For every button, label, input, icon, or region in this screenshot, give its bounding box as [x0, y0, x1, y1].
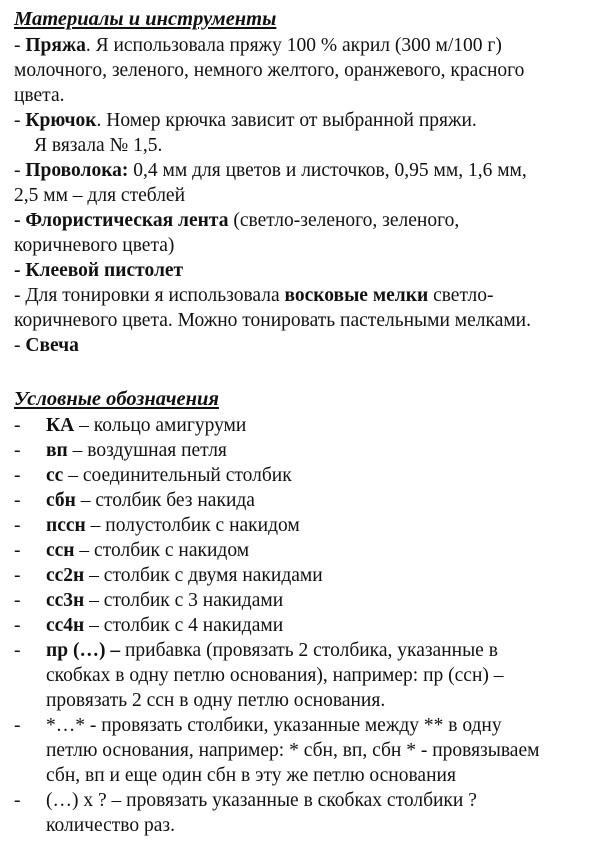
glue-label: - Клеевой пистолет [14, 260, 184, 281]
legend-desc: – воздушная петля [67, 440, 227, 461]
legend-abbr: сс4н [46, 615, 85, 636]
candle-entry [14, 333, 586, 358]
dash: - [14, 465, 21, 486]
wire-label: Проволока: [25, 160, 129, 181]
yarn-text-2: молочного, зеленого, немного желтого, оранжевого, красного [14, 60, 525, 81]
dash: - [14, 790, 21, 811]
tape-label: - Флористическая лента [14, 210, 229, 231]
legend-item-increase [14, 638, 586, 713]
dash: - [14, 335, 26, 356]
dash: - [14, 540, 21, 561]
legend-item [14, 563, 586, 588]
legend-desc: – столбик без накида [75, 490, 255, 511]
hook-text-1: . Номер крючка зависит от выбранной пряжи. [96, 110, 477, 131]
yarn-entry [14, 33, 586, 108]
wire-entry [14, 158, 586, 208]
dash: - [14, 515, 21, 536]
legend-item [14, 438, 586, 463]
dash: - [14, 490, 21, 511]
toning-entry [14, 283, 586, 333]
legend-item-repeat [14, 788, 586, 838]
toning-text-post: светло- [428, 285, 494, 306]
legend-item [14, 613, 586, 638]
candle-label: Свеча [25, 335, 79, 356]
legend-abbr: КА [46, 415, 75, 436]
legend-list [14, 413, 586, 838]
legend-desc: – столбик с двумя накидами [84, 565, 323, 586]
legend-abbr: сс3н [46, 590, 85, 611]
dash: - [14, 565, 21, 586]
legend-item [14, 513, 586, 538]
legend-desc: – столбик с накидом [74, 540, 250, 561]
legend-item [14, 463, 586, 488]
legend-item [14, 588, 586, 613]
legend-desc: – кольцо амигуруми [74, 415, 247, 436]
tape-entry [14, 208, 586, 258]
increase-abbr: пр (…) – [46, 640, 121, 661]
legend-item [14, 488, 586, 513]
materials-heading: Материалы и инструменты [14, 8, 277, 30]
legend-abbr: пссн [46, 515, 86, 536]
legend-abbr: сс [46, 465, 64, 486]
wire-text-1: 0,4 мм для цветов и листочков, 0,95 мм, 1,6 мм, [128, 160, 527, 181]
increase-text-3: провязать 2 ссн в одну петлю основания. [46, 690, 386, 711]
legend-desc: – столбик с 3 накидами [84, 590, 284, 611]
legend-abbr: сбн [46, 490, 76, 511]
glue-entry [14, 258, 586, 283]
legend-desc: – столбик с 4 накидами [84, 615, 284, 636]
legend-abbr: ссн [46, 540, 75, 561]
increase-text-2: скобках в одну петлю основания), например: пр (ссн) – [46, 665, 504, 686]
yarn-text-1: . Я использовала пряжу 100 % акрил (300 м/100 г) [85, 35, 502, 56]
dash: - [14, 35, 26, 56]
legend-desc: – соединительный столбик [63, 465, 292, 486]
group-text-2: петлю основания, например: * сбн, вп, сбн * - провязываем [46, 740, 540, 761]
legend-item-group [14, 713, 586, 788]
hook-label: Крючок [25, 110, 97, 131]
dash: - [14, 640, 21, 661]
group-text-3: сбн, вп и еще один сбн в эту же петлю основания [46, 765, 456, 786]
hook-text-2: Я вязала № 1,5. [34, 135, 163, 156]
tape-text-1: (светло-зеленого, зеленого, [228, 210, 460, 231]
increase-text-1: прибавка (провязать 2 столбика, указанные в [120, 640, 498, 661]
yarn-label: Пряжа [25, 35, 86, 56]
dash: - [14, 590, 21, 611]
hook-entry [14, 108, 586, 158]
repeat-text-2: количество раз. [46, 815, 175, 836]
dash: - [14, 110, 26, 131]
dash: - [14, 160, 26, 181]
dash: - [14, 415, 21, 436]
tape-text-2: коричневого цвета) [14, 235, 175, 256]
spacer [14, 358, 586, 383]
yarn-text-3: цвета. [14, 85, 65, 106]
dash: - [14, 440, 21, 461]
legend-item [14, 413, 586, 438]
group-text-1: *…* - провязать столбики, указанные между ** в одну [46, 715, 502, 736]
legend-item [14, 538, 586, 563]
repeat-text-1: (…) х ? – провязать указанные в скобках столбики ? [46, 790, 477, 811]
legend-abbr: вп [46, 440, 68, 461]
toning-label: восковые мелки [284, 285, 429, 306]
legend-desc: – полустолбик с накидом [85, 515, 300, 536]
wire-text-2: 2,5 мм – для стеблей [14, 185, 186, 206]
dash: - [14, 715, 21, 736]
toning-text-pre: - Для тонировки я использовала [14, 285, 285, 306]
legend-abbr: сс2н [46, 565, 85, 586]
toning-text-2: коричневого цвета. Можно тонировать пастельными мелками. [14, 310, 531, 331]
legend-heading: Условные обозначения [14, 388, 219, 410]
dash: - [14, 615, 21, 636]
